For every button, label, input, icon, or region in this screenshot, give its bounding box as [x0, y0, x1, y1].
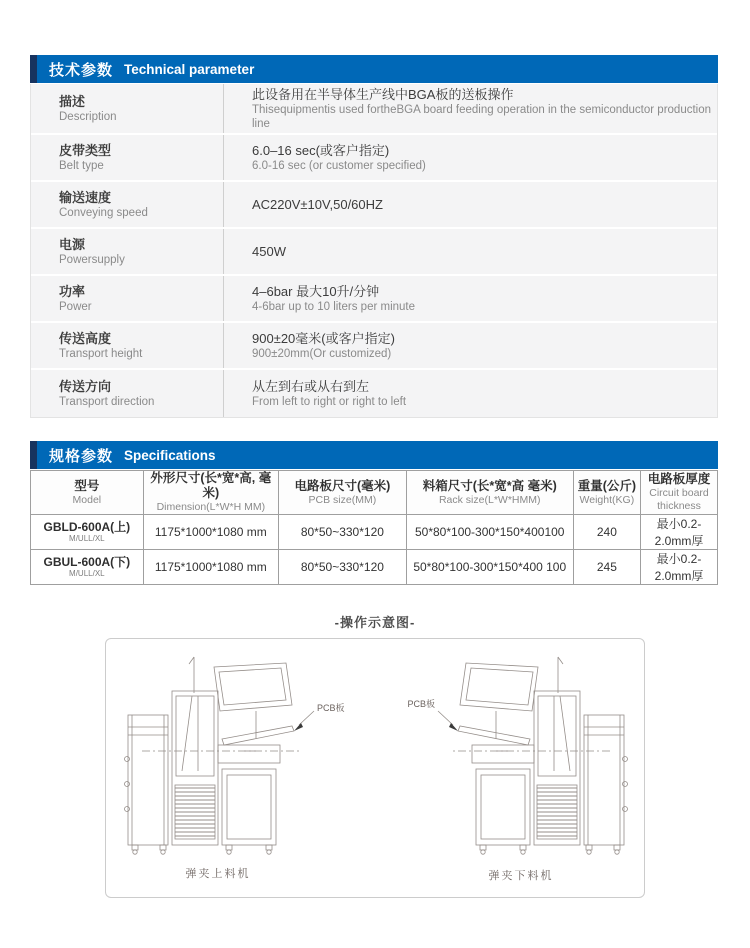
row-label-en: Conveying speed — [59, 206, 148, 219]
row-label-zh: 皮带类型 — [59, 142, 112, 158]
cell-pcb-size: 80*50~330*120 — [278, 550, 406, 585]
row-label — [31, 135, 224, 180]
unloader-machine-drawing — [450, 657, 628, 854]
row-value-line1: 900±20毫米(或客户指定) — [252, 331, 395, 346]
loader-caption: 弹夹上料机 — [185, 868, 251, 880]
row-value-line2: From left to right or right to left — [252, 396, 407, 408]
table-row — [31, 276, 717, 323]
row-label-en: Transport direction — [59, 395, 155, 408]
row-label-en: Belt type — [59, 159, 104, 172]
row-value — [224, 243, 717, 260]
row-value-line2: Thisequipmentis used fortheBGA board feeding operation in the semiconductor production line — [252, 104, 712, 130]
spec-data-row — [31, 550, 718, 585]
table-row — [31, 323, 717, 370]
machine-diagram-svg — [106, 639, 646, 899]
row-value-line1: 此设备用在半导体生产线中BGA板的送板操作 — [252, 87, 514, 102]
col-header-model: 型号 Model — [31, 471, 144, 515]
tech-parameter-table — [30, 84, 718, 418]
cell-dimension: 1175*1000*1080 mm — [143, 550, 278, 585]
row-label — [31, 323, 224, 368]
table-row — [31, 84, 717, 135]
pcb-leader-right — [438, 711, 458, 731]
col-header-pcb-size: 电路板尺寸(毫米) PCB size(MM) — [278, 471, 406, 515]
table-row — [31, 229, 717, 276]
row-label — [31, 370, 224, 417]
specs-title-en: Specifications — [124, 447, 216, 463]
cell-rack-size: 50*80*100-300*150*400 100 — [406, 550, 573, 585]
row-value — [224, 283, 717, 314]
cell-rack-size: 50*80*100-300*150*400100 — [406, 515, 573, 550]
cell-model: GBLD-600A(上) M/ULL/XL — [31, 515, 144, 550]
row-label — [31, 182, 224, 227]
pcb-label-left: PCB板 — [317, 703, 345, 713]
specs-title-zh: 规格参数 — [49, 447, 114, 465]
row-value-line2: 6.0-16 sec (or customer specified) — [252, 160, 426, 172]
cell-thickness: 最小0.2-2.0mm厚 — [641, 515, 718, 550]
row-label-zh: 功率 — [59, 283, 86, 299]
table-row — [31, 182, 717, 229]
row-label-en: Power — [59, 300, 92, 313]
row-value-line1: 从左到右或从右到左 — [252, 379, 370, 394]
row-value-line2: 4-6bar up to 10 liters per minute — [252, 301, 416, 313]
cell-dimension: 1175*1000*1080 mm — [143, 515, 278, 550]
row-label-zh: 输送速度 — [59, 189, 112, 205]
tech-title-zh: 技术参数 — [49, 61, 114, 79]
col-header-dimension: 外形尺寸(长*宽*高, 毫米) Dimension(L*W*H MM) — [143, 471, 278, 515]
row-label-zh: 传送方向 — [59, 378, 112, 394]
row-label — [31, 276, 224, 321]
row-value — [224, 86, 717, 131]
cell-weight: 240 — [573, 515, 640, 550]
row-label-en: Transport height — [59, 347, 143, 360]
row-label-en: Powersupply — [59, 253, 125, 266]
table-row — [31, 370, 717, 417]
operation-diagram — [105, 638, 645, 898]
specifications-header-bar — [30, 441, 718, 469]
loader-machine-drawing — [125, 657, 303, 854]
col-header-weight: 重量(公斤) Weight(KG) — [573, 471, 640, 515]
cell-thickness: 最小0.2-2.0mm厚 — [641, 550, 718, 585]
row-value-line1: 4–6bar 最大10升/分钟 — [252, 284, 380, 299]
row-label-zh: 电源 — [59, 236, 86, 252]
table-row — [31, 135, 717, 182]
specifications-table — [30, 470, 718, 585]
row-value-line1: AC220V±10V,50/60HZ — [252, 197, 383, 212]
row-label-zh: 描述 — [59, 93, 86, 109]
col-header-rack-size: 料箱尺寸(长*宽*高 毫米) Rack size(L*W*HMM) — [406, 471, 573, 515]
diagram-caption: -操作示意图- — [334, 615, 416, 630]
row-value — [224, 330, 717, 361]
row-value-line1: 6.0–16 sec(或客户指定) — [252, 143, 390, 158]
row-value-line2: 900±20mm(Or customized) — [252, 348, 392, 360]
row-label — [31, 84, 224, 133]
spec-data-row — [31, 515, 718, 550]
pcb-leader-left — [294, 711, 314, 731]
tech-parameter-header-bar — [30, 55, 718, 83]
row-value-line1: 450W — [252, 244, 286, 259]
tech-title-en: Technical parameter — [124, 61, 255, 77]
unloader-caption: 弹夹下料机 — [488, 870, 554, 882]
row-label — [31, 229, 224, 274]
cell-model: GBUL-600A(下) M/ULL/XL — [31, 550, 144, 585]
row-value — [224, 142, 717, 173]
col-header-thickness: 电路板厚度 Circuit board thickness — [641, 471, 718, 515]
spec-header-row — [31, 471, 718, 515]
row-value — [224, 378, 717, 409]
row-label-en: Description — [59, 110, 117, 123]
pcb-label-right: PCB板 — [407, 699, 435, 709]
cell-weight: 245 — [573, 550, 640, 585]
row-value — [224, 196, 717, 213]
cell-pcb-size: 80*50~330*120 — [278, 515, 406, 550]
row-label-zh: 传送高度 — [59, 330, 112, 346]
